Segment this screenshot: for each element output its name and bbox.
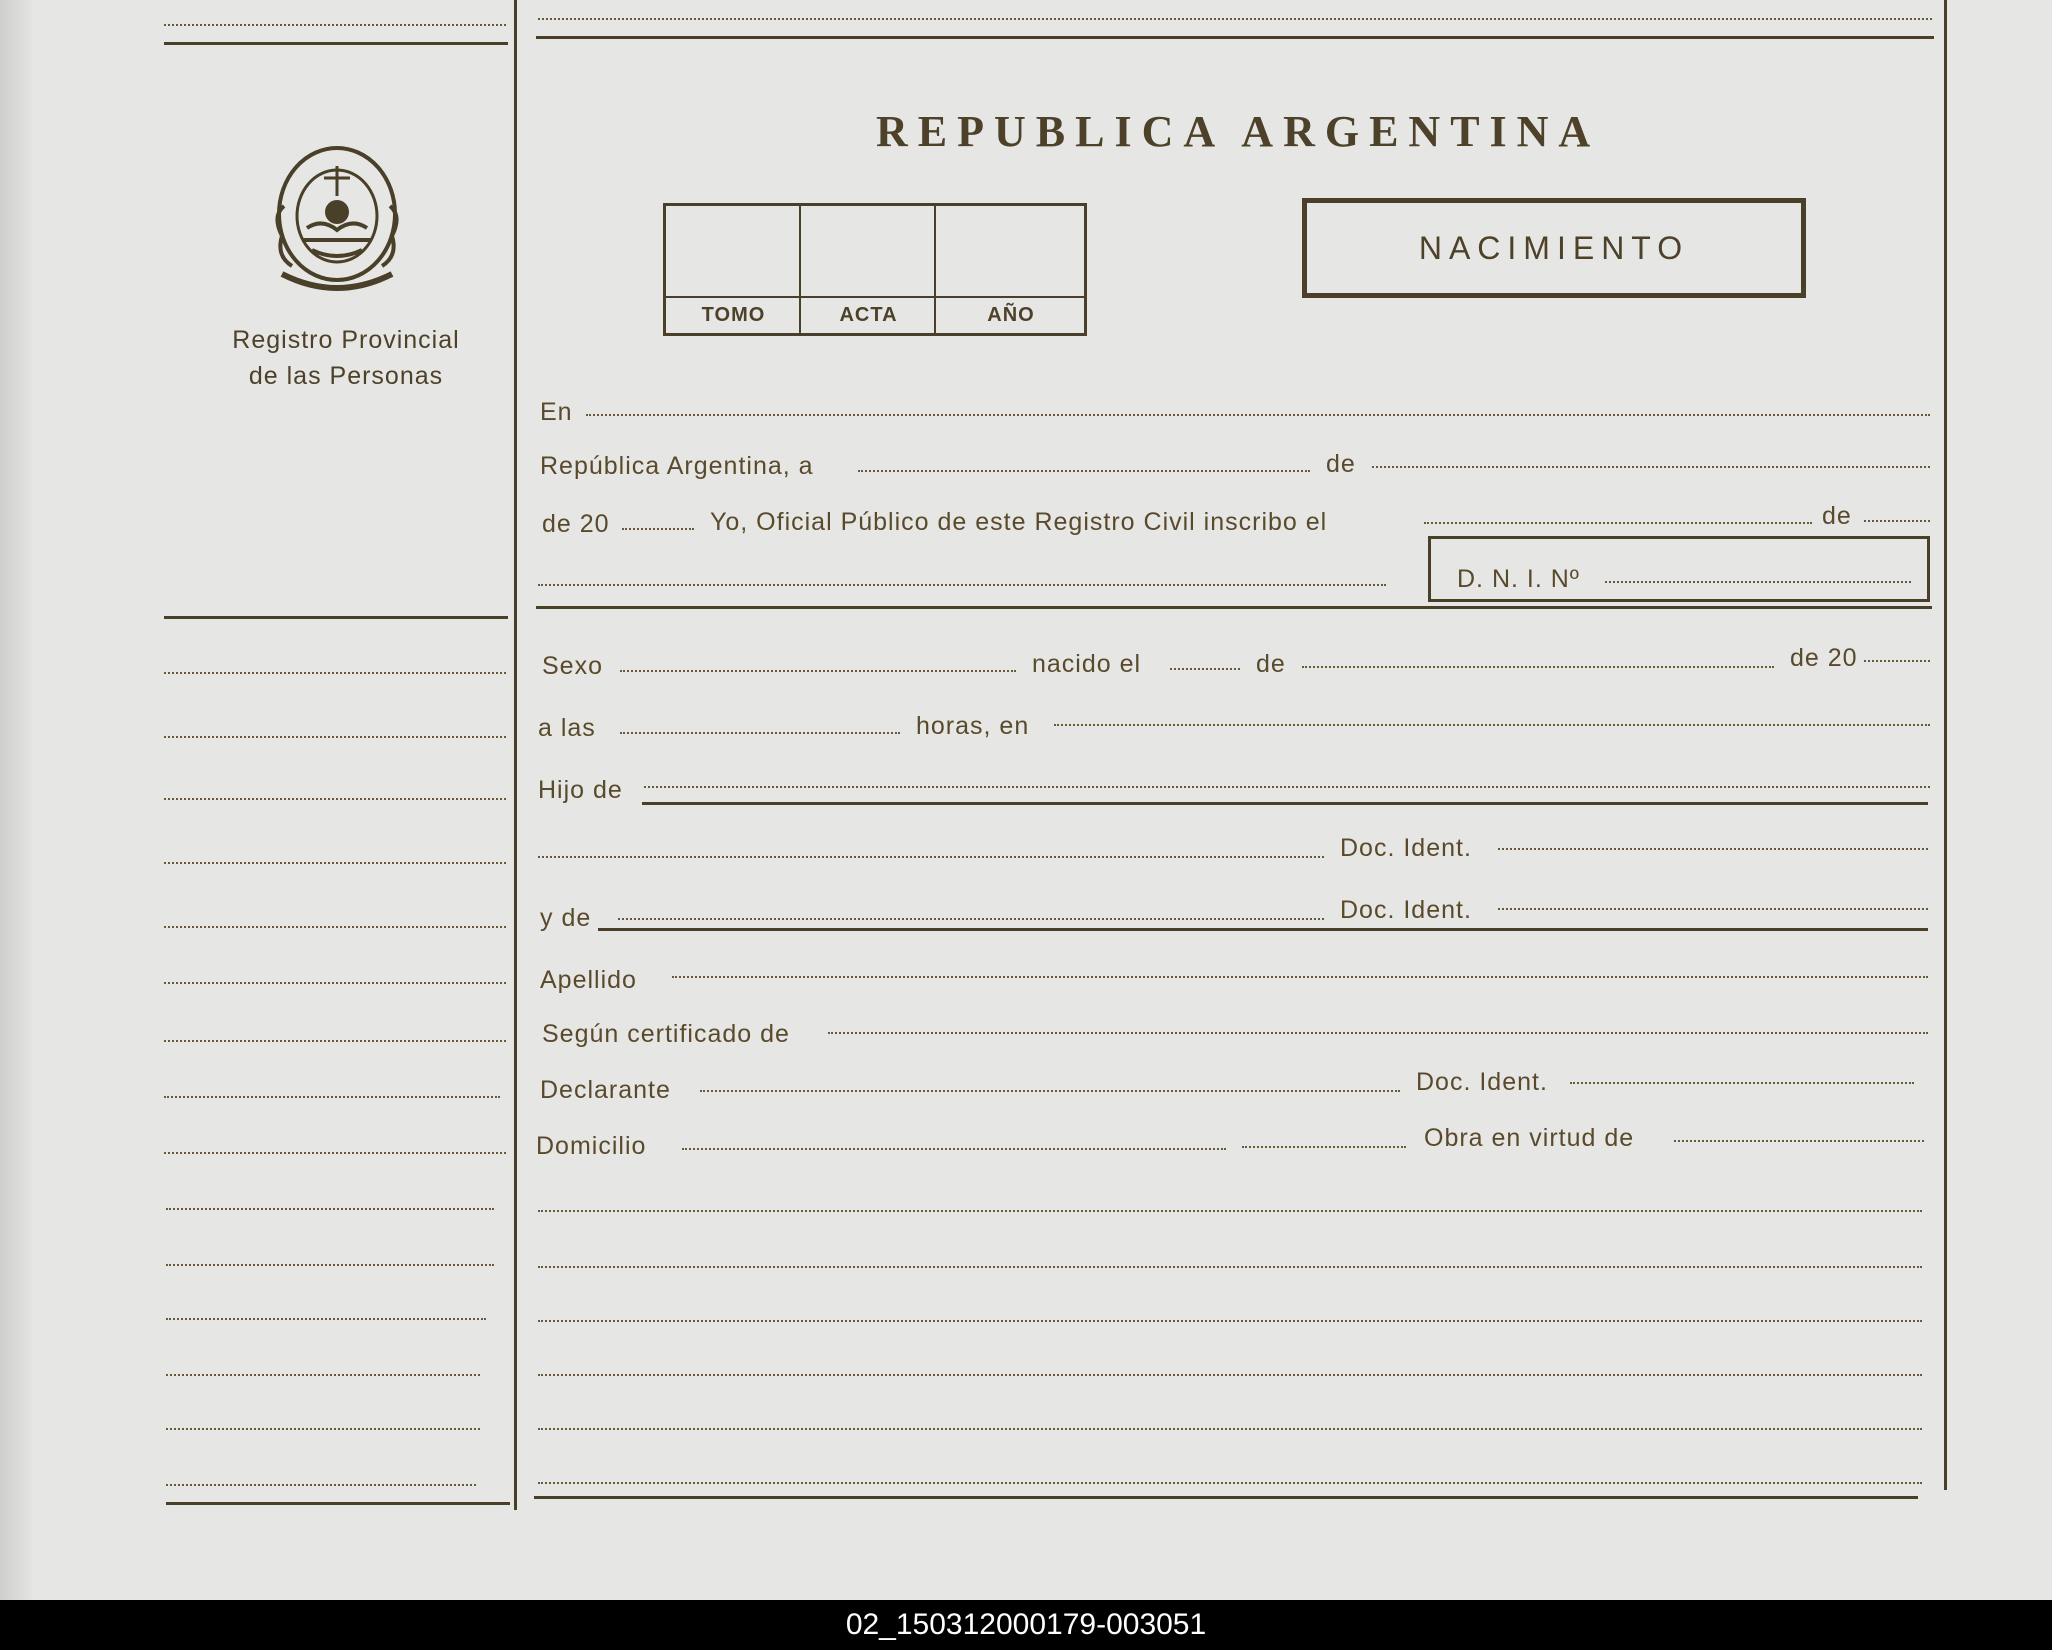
bottom-rule: [534, 1496, 1918, 1499]
label-apellido: Apellido: [540, 966, 637, 994]
notes-line[interactable]: [538, 1210, 1922, 1212]
field-ano[interactable]: [622, 528, 694, 530]
registry-name: [200, 322, 492, 394]
rule-line: [164, 616, 508, 619]
field-nacido-mes[interactable]: [1302, 666, 1774, 668]
notes-line[interactable]: [538, 1266, 1922, 1268]
label-en: En: [540, 398, 573, 426]
field-inscribo-de[interactable]: [1864, 520, 1930, 522]
label-domicilio: Domicilio: [536, 1132, 647, 1160]
label-declarante: Declarante: [540, 1076, 671, 1104]
label-doc-ident-2: Doc. Ident.: [1340, 896, 1472, 924]
record-type-box: NACIMIENTO: [1302, 198, 1806, 298]
rule-line: [536, 36, 1934, 39]
right-border: [1944, 0, 1947, 1490]
field-fecha-mes[interactable]: [1372, 466, 1930, 468]
label-nacido: nacido el: [1032, 650, 1142, 678]
field-en[interactable]: [586, 414, 1930, 416]
misiones-seal-icon: [262, 136, 412, 298]
field-inscribo[interactable]: [1424, 522, 1812, 524]
label-y-de: y de: [540, 904, 592, 932]
field-nacido-ano[interactable]: [1864, 660, 1930, 662]
field-declarante-doc[interactable]: [1570, 1082, 1914, 1084]
field-sexo[interactable]: [620, 670, 1016, 672]
margin-line[interactable]: [166, 1374, 480, 1376]
page-title: REPUBLICA ARGENTINA: [876, 107, 1601, 156]
field-lugar[interactable]: [1054, 724, 1930, 726]
margin-line[interactable]: [166, 1264, 494, 1266]
field-padre[interactable]: [538, 856, 1324, 858]
ano-label: AÑO: [987, 304, 1035, 326]
field-certificado[interactable]: [828, 1032, 1928, 1034]
label-de: de: [1326, 450, 1356, 478]
field-domicilio-2[interactable]: [1242, 1146, 1406, 1148]
field-nacido-dia[interactable]: [1170, 668, 1240, 670]
margin-line[interactable]: [164, 982, 506, 984]
margin-line[interactable]: [166, 1484, 476, 1486]
label-hijo-de: Hijo de: [538, 776, 623, 804]
rule-line: [642, 802, 1928, 805]
label-doc-ident: Doc. Ident.: [1340, 834, 1472, 862]
margin-line[interactable]: [166, 1428, 480, 1430]
field-fecha-dia[interactable]: [858, 470, 1310, 472]
rule-line: [164, 42, 508, 45]
rule-line: [598, 928, 1928, 931]
field-madre[interactable]: [618, 918, 1324, 920]
margin-line[interactable]: [166, 1318, 486, 1320]
file-id-caption: 02_150312000179-003051: [0, 1600, 2052, 1650]
margin-line[interactable]: [164, 798, 506, 800]
margin-line[interactable]: [164, 862, 506, 864]
field-hijo-de[interactable]: [644, 786, 1930, 788]
margin-line[interactable]: [164, 1096, 500, 1098]
notes-line[interactable]: [538, 1374, 1922, 1376]
acta-label: ACTA: [839, 304, 898, 326]
label-doc-ident-3: Doc. Ident.: [1416, 1068, 1548, 1096]
label-de-2: de: [1822, 502, 1852, 530]
field-declarante[interactable]: [700, 1090, 1400, 1092]
field-madre-doc[interactable]: [1498, 908, 1928, 910]
label-obra: Obra en virtud de: [1424, 1124, 1635, 1152]
label-de-3: de: [1256, 650, 1286, 678]
margin-line[interactable]: [164, 1040, 506, 1042]
dotted-line: [538, 18, 1932, 20]
field-apellido[interactable]: [672, 976, 1928, 978]
registry-line-2: de las Personas: [248, 362, 444, 390]
field-padre-doc[interactable]: [1498, 848, 1928, 850]
notes-line[interactable]: [538, 1482, 1922, 1484]
label-dni: D. N. I. Nº: [1457, 565, 1580, 593]
margin-line[interactable]: [164, 736, 506, 738]
notes-line[interactable]: [538, 1320, 1922, 1322]
margin-line[interactable]: [164, 672, 506, 674]
dotted-line: [164, 24, 506, 26]
column-divider: [514, 0, 517, 1510]
field-domicilio[interactable]: [682, 1148, 1226, 1150]
field-obra[interactable]: [1674, 1140, 1924, 1142]
section-rule: [536, 606, 1932, 609]
field-dni[interactable]: [1605, 581, 1911, 583]
margin-line[interactable]: [164, 926, 506, 928]
label-row: [666, 296, 1084, 298]
registry-line-1: Registro Provincial: [232, 326, 460, 354]
notes-line[interactable]: [538, 1428, 1922, 1430]
label-sexo: Sexo: [542, 652, 603, 680]
tomo-label: TOMO: [701, 304, 766, 326]
label-horas-en: horas, en: [916, 712, 1030, 740]
bottom-rule: [166, 1502, 510, 1505]
label-segun: Según certificado de: [542, 1020, 790, 1048]
label-de20-2: de 20: [1790, 644, 1858, 672]
label-yo: Yo, Oficial Público de este Registro Civil inscribo el: [710, 508, 1328, 536]
label-a-las: a las: [538, 714, 596, 742]
dni-box: [1428, 536, 1930, 602]
field-nombre[interactable]: [538, 584, 1386, 586]
registry-number-table: [663, 203, 1087, 336]
label-de20: de 20: [542, 510, 610, 538]
margin-line[interactable]: [166, 1208, 494, 1210]
margin-line[interactable]: [164, 1152, 506, 1154]
field-hora[interactable]: [620, 732, 900, 734]
label-republica: República Argentina, a: [540, 452, 814, 480]
